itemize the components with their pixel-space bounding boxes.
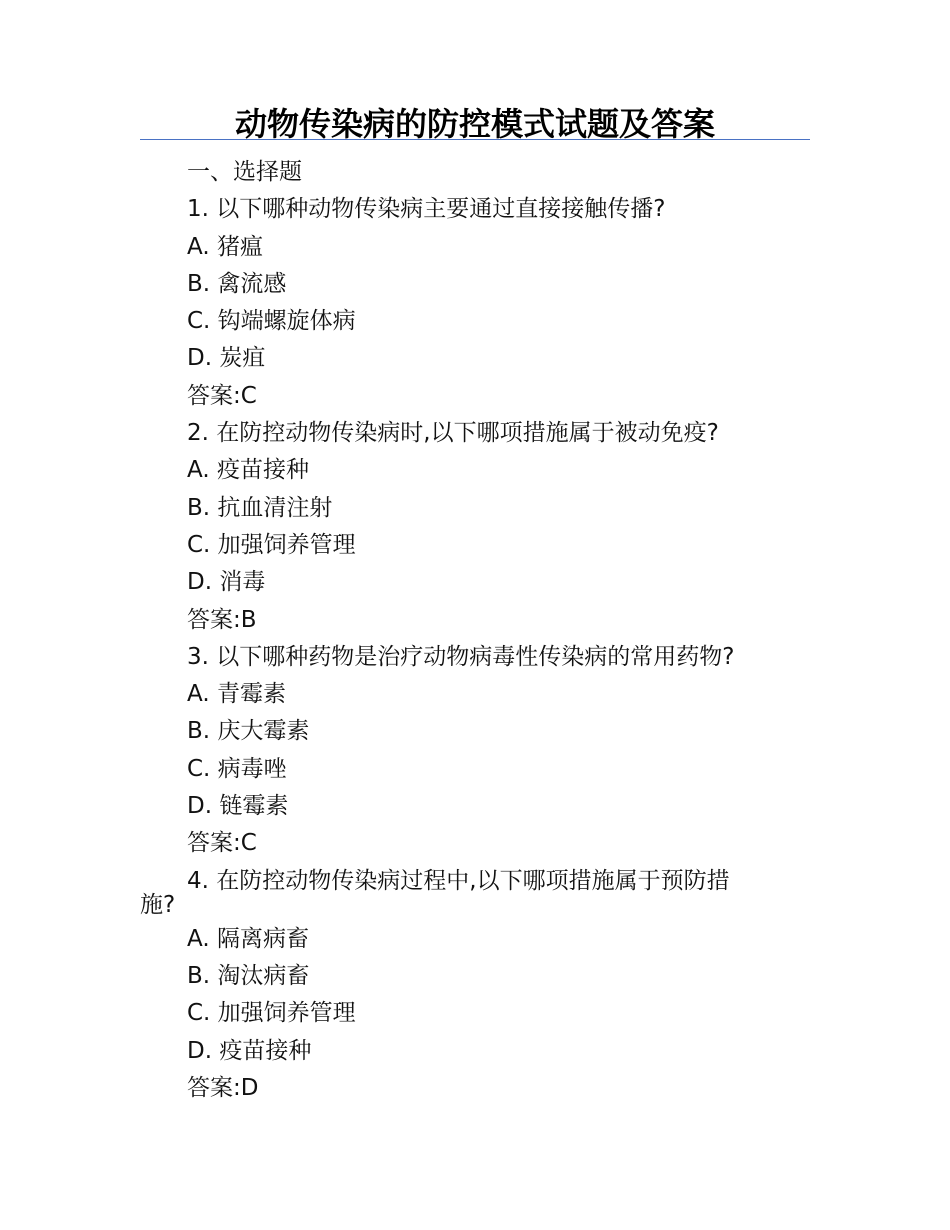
section-heading: 一、选择题	[187, 159, 302, 185]
question-stem: 1. 以下哪种动物传染病主要通过直接接触传播?	[187, 196, 666, 223]
option-a: A. 猪瘟	[187, 233, 263, 260]
option-c: C. 病毒唑	[187, 755, 287, 782]
question-stem	[140, 869, 810, 917]
option-b: B. 禽流感	[187, 270, 287, 297]
option-c: C. 加强饲养管理	[187, 1000, 356, 1027]
answer-text: 答案:D	[187, 1074, 259, 1101]
question-stem-line-2: 施?	[140, 891, 176, 918]
option-d: D. 疫苗接种	[187, 1037, 312, 1064]
question-block-4	[140, 869, 810, 1107]
document-body	[140, 154, 810, 1107]
question-block-3	[140, 639, 810, 863]
option-a: A. 青霉素	[187, 681, 286, 708]
question-block-2	[140, 415, 810, 639]
question-stem: 2. 在防控动物传染病时,以下哪项措施属于被动免疫?	[187, 420, 719, 447]
question-stem-line-1: 4. 在防控动物传染病过程中,以下哪项措施属于预防措	[187, 867, 730, 894]
option-d: D. 消毒	[187, 569, 266, 596]
answer-text: 答案:C	[187, 830, 257, 857]
option-d: D. 炭疽	[187, 345, 266, 372]
question-block-1	[140, 191, 810, 415]
option-d: D. 链霉素	[187, 793, 289, 820]
answer-text: 答案:C	[187, 382, 257, 409]
option-c: C. 加强饲养管理	[187, 531, 356, 558]
option-b: B. 淘汰病畜	[187, 962, 310, 989]
question-stem: 3. 以下哪种药物是治疗动物病毒性传染病的常用药物?	[187, 643, 735, 670]
option-b: B. 抗血清注射	[187, 494, 333, 521]
option-b: B. 庆大霉素	[187, 718, 310, 745]
option-a: A. 疫苗接种	[187, 457, 309, 484]
title-underline	[140, 139, 810, 140]
option-a: A. 隔离病畜	[187, 925, 309, 952]
document-title: 动物传染病的防控模式试题及答案	[234, 105, 715, 143]
answer-text: 答案:B	[187, 606, 257, 633]
option-c: C. 钩端螺旋体病	[187, 308, 356, 335]
